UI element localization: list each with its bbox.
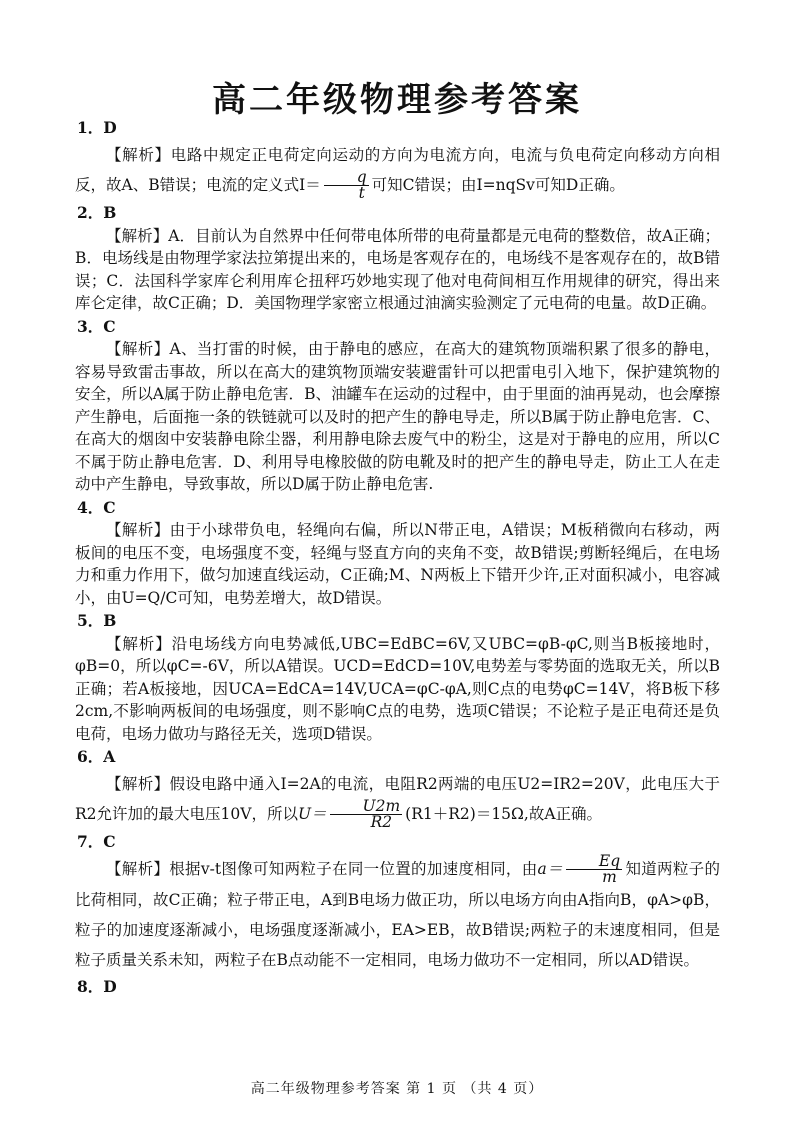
- answer-4-explanation: 【解析】由于小球带负电，轻绳向右偏，所以N带正电，A错误；M板稍微向右移动，两板间的电压不变，电场强度不变，轻绳与竖直方向的夹角不变，故B错误;剪断轻绳后，在电场力和重力作用下，做匀加速直线运动，C正确;M、N两板上下错开少许,正对面积减小，电容减小，由U=Q/C可知，电势差增大，故D错误。: [75, 521, 720, 607]
- page-title: 高二年级物理参考答案: [212, 80, 582, 120]
- answer-1-number: 1．D: [77, 118, 117, 137]
- answer-8: [75, 976, 720, 999]
- answer-1-frac-den: t: [358, 184, 365, 202]
- answer-1-frac-num: q: [324, 170, 369, 186]
- page-footer: 高二年级物理参考答案 第 1 页 （共 4 页）: [250, 1081, 544, 1097]
- answer-8-number: 8．D: [77, 977, 117, 996]
- answer-6-eq-lhs: U＝: [297, 804, 327, 823]
- answer-7-explanation: [75, 854, 720, 976]
- answer-1-eq-lhs: I＝: [299, 175, 321, 194]
- answer-3-number: 3．C: [77, 316, 116, 336]
- answer-1-text-b: 可知C错误；由I=nqSv可知D正确。: [371, 175, 625, 194]
- answer-7-eq-lhs: a＝: [537, 859, 563, 878]
- answer-1-explanation: [75, 140, 720, 202]
- answer-7-fraction: [566, 854, 622, 885]
- answer-6-frac-den: R2: [370, 813, 393, 831]
- answer-3: [75, 316, 720, 496]
- answer-7-frac-num: Eq: [566, 854, 622, 870]
- answer-1: [75, 117, 720, 201]
- answer-6-number: 6．A: [77, 747, 116, 766]
- answer-3-explanation: 【解析】A、当打雷的时候，由于静电的感应，在高大的建筑物顶端积累了很多的静电，容易导致雷击事故，所以在高大的建筑物顶端安装避雷针可以把雷电引入地下，保护建筑物的安全，所以A属于防止静电危害．B、油罐车在运动的过程中，由于里面的油再晃动，也会摩擦产生静电，后面拖一条的铁链就可以及时的把产生的静电导走，所以B属于防止静电危害．C、在高大的烟囱中安装静电除尘器，利用静电除去废气中的粉尘，这是对于静电的应用，所以C不属于防止静电危害．D、利用导电橡胶做的防电靴及时的把产生的静电导走，防止工人在走动中产生静电，导致事故，所以D属于防止静电危害.: [75, 340, 720, 493]
- answer-6-text-a: 【解析】假设电路中通入I=2A的电流，电阻R2两端的电压U2=IR2=20V，此电压大于R2允许加的最大电压10V，所以: [75, 774, 720, 823]
- answer-4-number: 4．C: [77, 497, 116, 517]
- answer-6-fraction: [330, 799, 403, 830]
- answer-6-frac-num: U2m: [330, 799, 403, 815]
- answer-2-number: 2．B: [77, 203, 117, 222]
- answer-1-fraction: [324, 170, 369, 201]
- answer-4: [75, 497, 720, 610]
- answer-7: [75, 831, 720, 975]
- answer-5: [75, 610, 720, 745]
- answer-7-text-b: 知道两粒子的比荷相同，故C正确；粒子带正电，A到B电场力做正功，所以电场方向由A指向B，φA>φB，粒子的加速度逐渐减小，电场强度逐渐减小，EA>EB，故B错误;两粒子的末速度相同，但是粒子质量关系未知，两粒子在B点动能不一定相同，电场力做功不一定相同，所以AD错误。: [75, 859, 720, 969]
- answer-5-number: 5．B: [77, 611, 117, 630]
- answer-7-number: 7．C: [77, 832, 116, 851]
- answer-2-explanation: 【解析】A．目前认为自然界中任何带电体所带的电荷量都是元电荷的整数倍，故A正确；B．电场线是由物理学家法拉第提出来的，电场是客观存在的，电场线不是客观存在的，故B错误；C．法国科学家库仑利用库仑扭秤巧妙地实现了他对电荷间相互作用规律的研究，得出来库仑定律，故C正确；D．美国物理学家密立根通过油滴实验测定了元电荷的电量。故D正确。: [75, 226, 720, 312]
- answer-6-explanation: [75, 769, 720, 831]
- answer-5-explanation: 【解析】沿电场线方向电势减低,UBC=EdBC=6V,又UBC=φB-φC,则当B板接地时，φB=0，所以φC=-6V，所以A错误。UCD=EdCD=10V,电势差与零势面的选取无关，所以B正确；若A板接地，因UCA=EdCA=14V,UCA=φC-φA,则C点的电势φC=14V，将B板下移2cm,不影响两板间的电场强度，则不影响C点的电势，选项C错误；不论粒子是正电荷还是负电荷，电场力做功与路径无关，选项D错误。: [75, 634, 720, 743]
- answer-7-frac-den: m: [602, 868, 617, 886]
- answer-6: [75, 746, 720, 830]
- answer-1-text-a: 【解析】电路中规定正电荷定向运动的方向为电流方向，电流与负电荷定向移动方向相反，故A、B错误；电流的定义式: [75, 145, 720, 194]
- answer-2: [75, 202, 720, 315]
- answer-content: [75, 116, 720, 999]
- answer-7-text-a: 【解析】根据v-t图像可知两粒子在同一位置的加速度相同，由: [106, 859, 538, 878]
- answer-6-text-b: (R1＋R2)＝15Ω,故A正确。: [405, 804, 603, 823]
